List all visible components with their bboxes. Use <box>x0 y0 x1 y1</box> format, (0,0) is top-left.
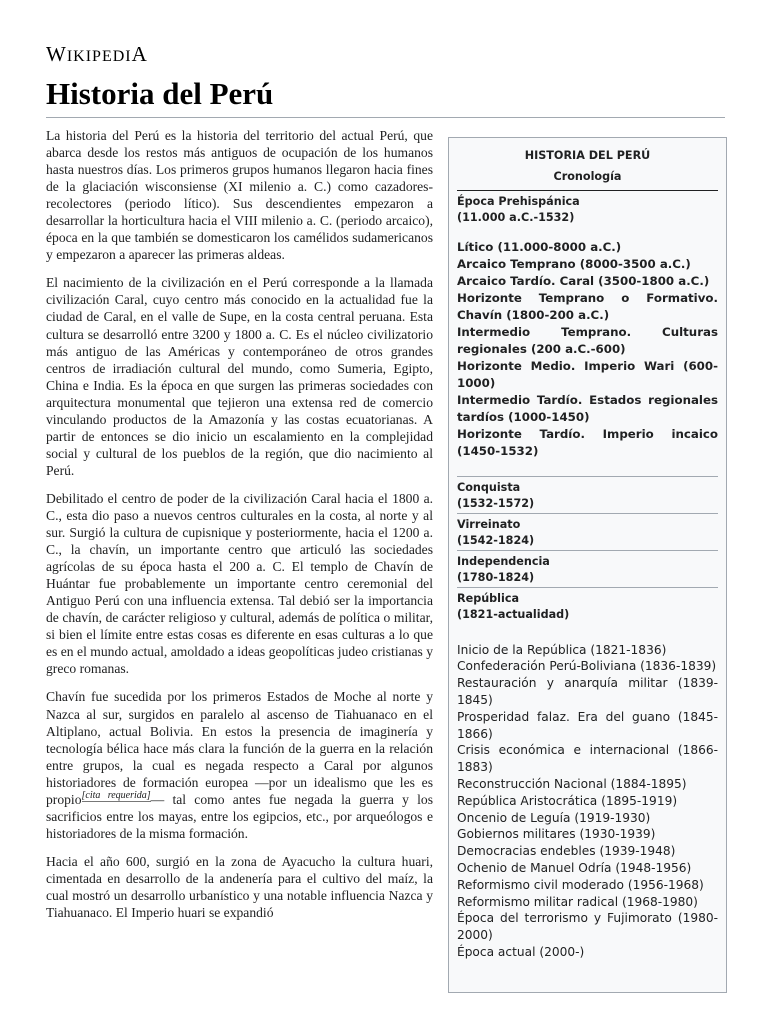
republic-period-item[interactable]: Ochenio de Manuel Odría (1948-1956) <box>457 860 692 875</box>
paragraph-moche-text: Chavín fue sucedida por los primeros Estados de Moche al norte y Nazca al sur, surgidos en paralelo al ascenso de Tiahuanaco en el Altiplano, actual Bolivia. En estos la presencia de imaginería y tecnología bélica hace más clara la función de la guerra en la relación entre grupos, la cual es negada respecto a Caral por algunos historiadores de formación europea —por un idealismo que les es propio <box>46 689 433 807</box>
section-range: (1821-actualidad) <box>457 608 570 622</box>
paragraph-huari: Hacia el año 600, surgió en la zona de Ayacucho la cultura huari, cimentada en desarrollo de la andenería para el cultivo del maíz, la cual mostró un desarrollo urbanístico y una notable influencia Nazca y Tiahuanaco. El Imperio huari se expandió <box>46 853 433 921</box>
page-title: Historia del Perú <box>46 76 274 111</box>
paragraph-intro: La historia del Perú es la historia del territorio del actual Perú, que abarca desde los restos más antiguos de ocupación de los humanos hasta nuestros días. Los primeros grupos humanos llegaron hacia fines de la glaciación wisconsiense (XI milenio a. C.) como cazadores-recolectores (periodo lítico). Sus descendientes empezaron a desarrollar la horticultura hacia el VIII milenio a. C. (periodo arcaico), época en la que también se domesticaron los camélidos sudamericanos y empezaron a aparecer las primeras aldeas. <box>46 128 433 263</box>
period-item[interactable]: Arcaico Temprano (8000-3500 a.C.) <box>457 256 691 271</box>
republic-period-item[interactable]: Restauración y anarquía militar (1839-1845) <box>457 676 718 707</box>
section-range: (1780-1824) <box>457 571 535 585</box>
republic-period-item[interactable]: Reformismo militar radical (1968-1980) <box>457 894 698 909</box>
republic-period-item[interactable]: Oncenio de Leguía (1919-1930) <box>457 810 651 825</box>
republic-period-item[interactable]: República Aristocrática (1895-1919) <box>457 793 678 808</box>
article-body <box>46 127 433 932</box>
republic-period-item[interactable]: Reconstrucción Nacional (1884-1895) <box>457 776 687 791</box>
infobox-section-republica <box>457 587 718 624</box>
section-name[interactable]: Época Prehispánica <box>457 194 580 208</box>
republic-period-item[interactable]: Inicio de la República (1821-1836) <box>457 642 667 657</box>
republic-period-item[interactable]: Gobiernos militares (1930-1939) <box>457 827 656 842</box>
republic-period-item[interactable]: Época del terrorismo y Fujimorato (1980-2000) <box>457 911 718 943</box>
republic-period-item[interactable]: Prosperidad falaz. Era del guano (1845-1866) <box>457 709 718 741</box>
republic-period-item[interactable]: Reformismo civil moderado (1956-1968) <box>457 877 704 892</box>
period-item[interactable]: Horizonte Tardío. Imperio incaico (1450-1532) <box>457 426 718 458</box>
republic-periods <box>457 642 718 961</box>
infobox-chronology <box>448 137 727 993</box>
section-name[interactable]: Independencia <box>457 554 550 568</box>
infobox-section-prehispanic <box>457 194 718 227</box>
period-item[interactable]: Intermedio Tardío. Estados regionales tardíos (1000-1450) <box>457 392 718 424</box>
citation-needed-link[interactable]: [cita requerida] <box>81 790 151 802</box>
title-divider <box>46 117 725 118</box>
infobox-subtitle: Cronología <box>457 165 718 191</box>
section-range: (11.000 a.C.-1532) <box>457 211 575 225</box>
wikipedia-logo[interactable]: WIKIPEDIA <box>46 42 148 66</box>
paragraph-moche-text-end: — tal como antes fue negada la guerra y los sacrificios entre los mayas, entre los egipcios, etc., por arqueólogos e historiadores de la misma formación. <box>46 791 433 841</box>
infobox-section-independencia <box>457 550 718 587</box>
infobox-title[interactable]: HISTORIA DEL PERÚ <box>524 149 651 162</box>
section-range: (1542-1824) <box>457 534 535 548</box>
period-item[interactable]: Lítico (11.000-8000 a.C.) <box>457 239 622 254</box>
period-item[interactable]: Horizonte Medio. Imperio Wari (600-1000) <box>457 358 718 390</box>
section-name[interactable]: Conquista <box>457 480 521 494</box>
period-item[interactable]: Horizonte Temprano o Formativo. Chavín (1800-200 a.C.) <box>457 290 718 322</box>
republic-period-item[interactable]: Época actual (2000-) <box>457 944 585 959</box>
republic-period-item[interactable]: Democracias endebles (1939-1948) <box>457 844 676 859</box>
prehispanic-periods <box>457 239 718 460</box>
paragraph-caral: El nacimiento de la civilización en el Perú corresponde a la llamada civilización Caral, cuyo centro más conocido en la actualidad fue la ciudad de Caral, en el valle de Supe, en la costa central peruana. Esta cultura se desarrolló entre 3200 y 1800 a. C. Es el núcleo civilizatorio más antiguo de las Américas y contemporáneo de otros grandes centros de irradiación cultural del mundo, como Sumeria, Egipto, China e India. Es la época en que surgen las primeras sociedades con arquitectura monumental que tejieron una extensa red de comercio vinculando productos de la Amazonía y las costas ecuatorianas. A partir de entonces se dio inicio un escalamiento en la complejidad social y cultural de los pueblos de la región, que dio nacimiento al Perú. <box>46 275 433 478</box>
paragraph-moche <box>46 688 433 841</box>
period-item[interactable]: Arcaico Tardío. Caral (3500-1800 a.C.) <box>457 273 710 288</box>
republic-period-item[interactable]: Crisis económica e internacional (1866-1883) <box>457 743 718 775</box>
section-name[interactable]: Virreinato <box>457 517 521 531</box>
period-item[interactable]: Intermedio Temprano. Culturas regionales (200 a.C.-600) <box>457 324 718 356</box>
paragraph-chavin: Debilitado el centro de poder de la civilización Caral hacia el 1800 a. C., esta dio paso a nuevos centros culturales en la costa, al norte y al sur. Surgió la cultura de cupisnique y posteriormente, hacia el 1200 a. C., la chavín, un importante centro que articuló las sociedades agrícolas de su época hasta el 200 a. C. El templo de Chavín de Huántar fue probablemente un importante centro ceremonial del Antiguo Perú con una influencia extensa. Tal debió ser la importancia de chavín, de carácter religioso y cultural, además de política o militar, si bien el límite entre estas cosas es diferente en esas culturas a lo que es en el mundo actual, amoldado a ideas geopolíticas judeo cristianas y greco romanas. <box>46 490 433 677</box>
spacer <box>457 460 718 476</box>
republic-period-item[interactable]: Confederación Perú-Boliviana (1836-1839) <box>457 659 717 674</box>
section-name[interactable]: República <box>457 591 520 605</box>
section-range: (1532-1572) <box>457 497 535 511</box>
infobox-section-virreinato <box>457 513 718 550</box>
infobox-section-conquista <box>457 476 718 513</box>
